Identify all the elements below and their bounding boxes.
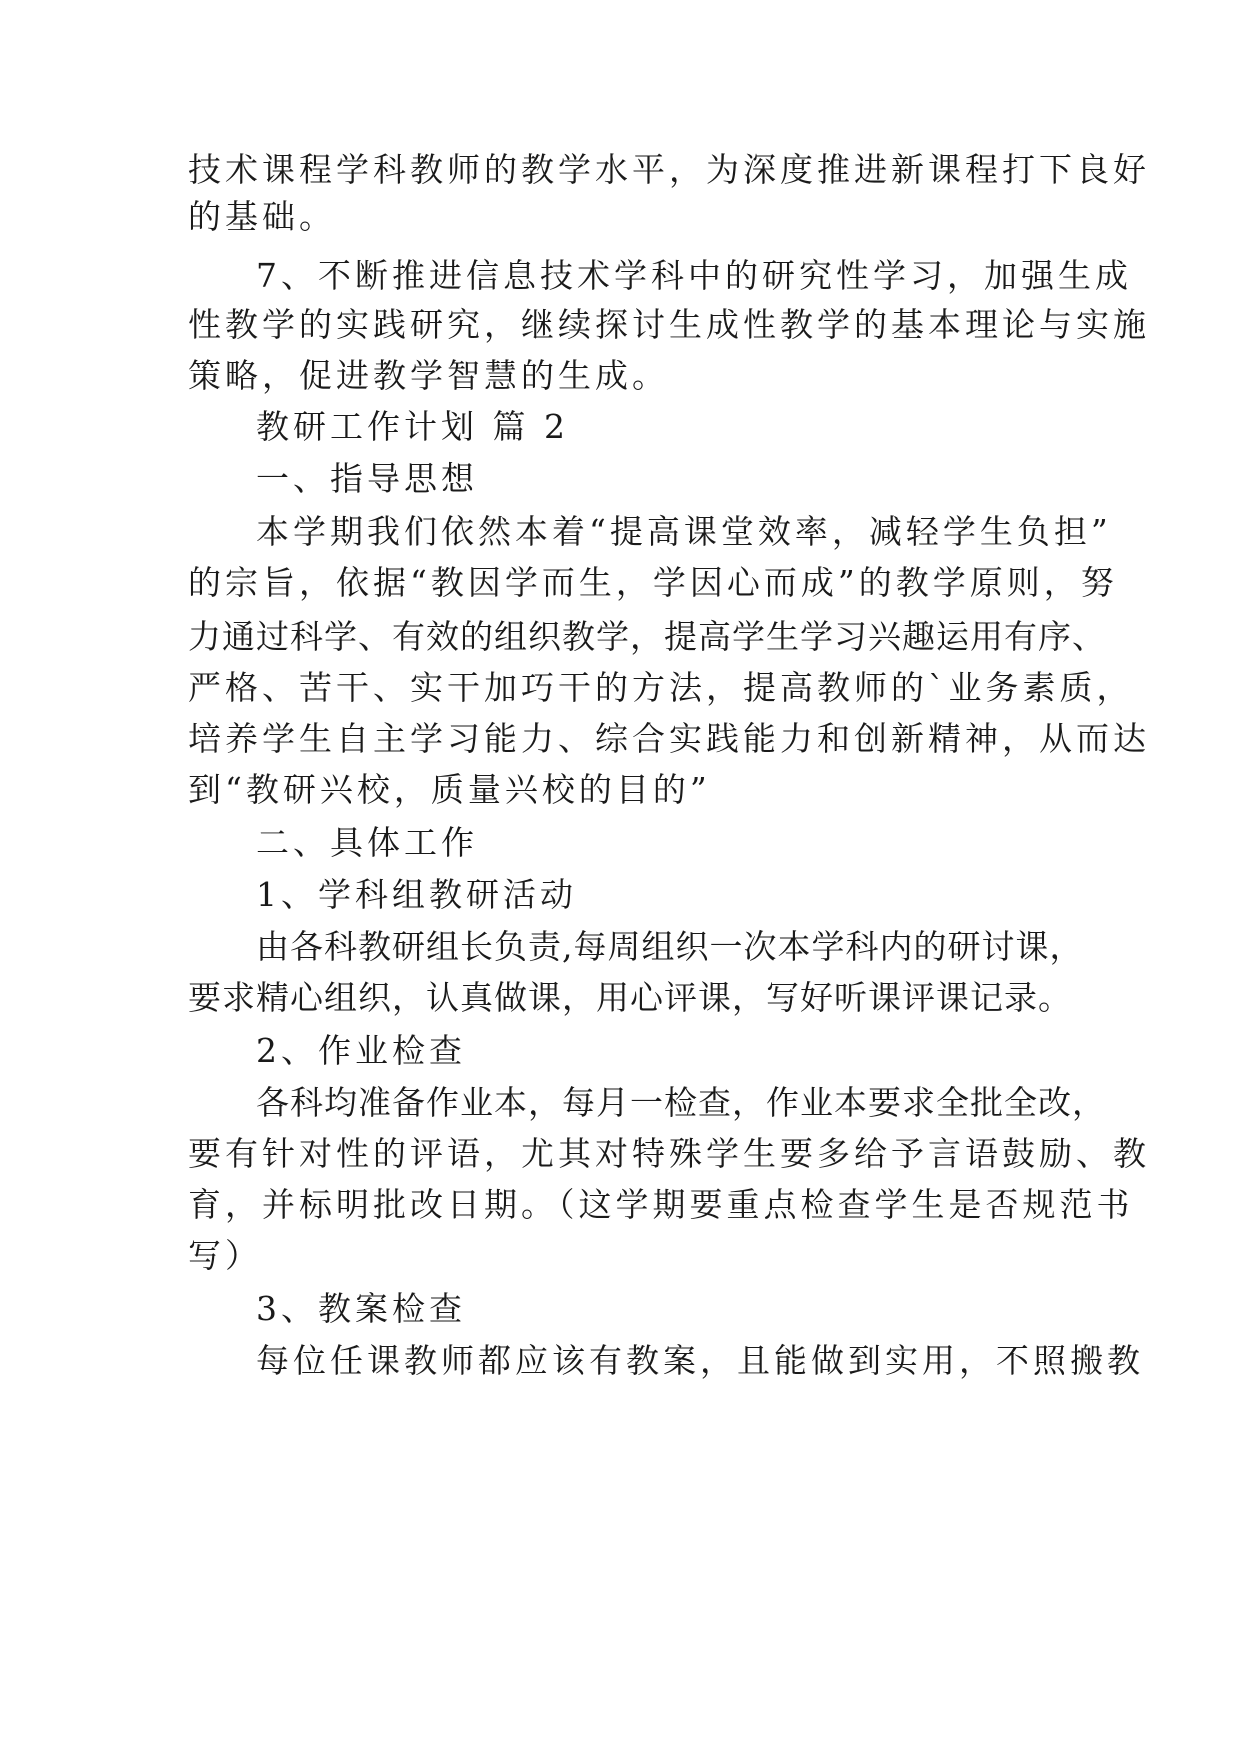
paragraph-line: 到“教研兴校，质量兴校的目的” — [188, 770, 711, 809]
section-heading: 3、教案检查 — [256, 1289, 466, 1328]
section-heading: 1、学科组教研活动 — [256, 875, 577, 914]
paragraph-line: 7、不断推进信息技术学科中的研究性学习，加强生成 — [256, 256, 1132, 295]
paragraph-line: 要求精心组织，认真做课，用心评课，写好听课评课记录。 — [188, 978, 1072, 1017]
paragraph-line: 性教学的实践研究，继续探讨生成性教学的基本理论与实施 — [188, 305, 1150, 344]
paragraph-line: 技术课程学科教师的教学水平，为深度推进新课程打下良好 — [188, 150, 1150, 189]
paragraph-line: 育，并标明批改日期。（这学期要重点检查学生是否规范书 — [188, 1185, 1134, 1224]
section-heading: 一、指导思想 — [256, 459, 478, 498]
paragraph-line: 培养学生自主学习能力、综合实践能力和创新精神，从而达 — [188, 719, 1150, 758]
paragraph-line: 本学期我们依然本着“提高课堂效率，减轻学生负担” — [256, 512, 1112, 551]
section-heading: 教研工作计划 篇 2 — [256, 407, 569, 446]
paragraph-line: 策略，促进教学智慧的生成。 — [188, 356, 669, 395]
paragraph-line: 每位任课教师都应该有教案，且能做到实用，不照搬教 — [256, 1341, 1144, 1380]
paragraph-line: 力通过科学、有效的组织教学，提高学生学习兴趣运用有序、 — [188, 617, 1106, 656]
paragraph-line: 各科均准备作业本，每月一检查，作业本要求全批全改， — [256, 1083, 1106, 1122]
paragraph-line: 写） — [188, 1236, 262, 1275]
paragraph-line: 由各科教研组长负责,每周组织一次本学科内的研讨课， — [256, 927, 1084, 966]
paragraph-line: 的宗旨，依据“教因学而生，学因心而成”的教学原则，努 — [188, 563, 1118, 602]
paragraph-line: 严格、苦干、实干加巧干的方法，提高教师的`业务素质， — [188, 668, 1134, 707]
section-heading: 二、具体工作 — [256, 823, 478, 862]
paragraph-line: 的基础。 — [188, 197, 336, 236]
section-heading: 2、作业检查 — [256, 1031, 466, 1070]
paragraph-line: 要有针对性的评语，尤其对特殊学生要多给予言语鼓励、教 — [188, 1134, 1150, 1173]
